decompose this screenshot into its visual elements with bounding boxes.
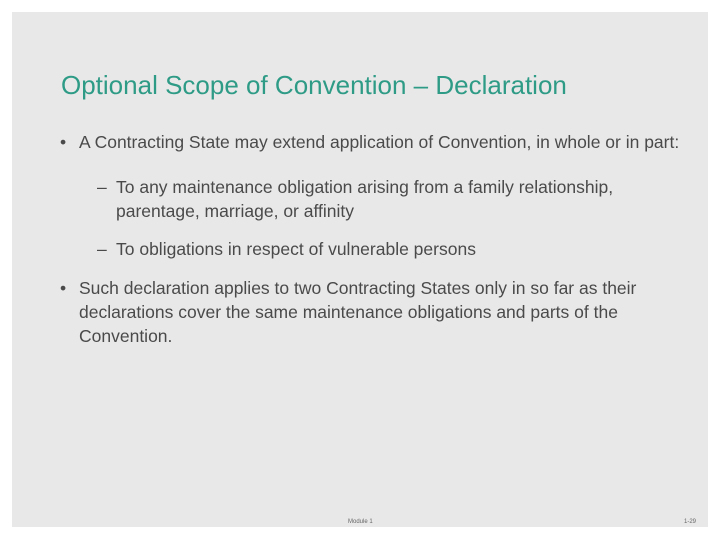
sub-bullet-marker: – (97, 177, 107, 197)
sub-bullet-item (60, 175, 680, 223)
slide-title: Optional Scope of Convention – Declaration (61, 70, 567, 100)
bullet-marker: • (60, 278, 67, 298)
footer-module-label: Module 1 (348, 519, 373, 525)
sub-bullet-item (60, 237, 680, 261)
bullet-item (60, 276, 680, 348)
sub-bullet-text: To obligations in respect of vulnerable persons (116, 239, 476, 259)
bullet-text: A Contracting State may extend application of Convention, in whole or in part: (79, 132, 680, 152)
slide-content (60, 130, 680, 348)
sub-bullet-marker: – (97, 239, 107, 259)
footer-page-number: 1-29 (684, 519, 697, 525)
bullet-marker: • (60, 132, 67, 152)
bullet-text: Such declaration applies to two Contracting States only in so far as their declarations cover the same maintenance obligations and parts of the Convention. (79, 278, 637, 346)
slide (12, 12, 708, 527)
sub-bullet-text: To any maintenance obligation arising from a family relationship, parentage, marriage, or affinity (116, 177, 614, 221)
bullet-item (60, 130, 680, 154)
